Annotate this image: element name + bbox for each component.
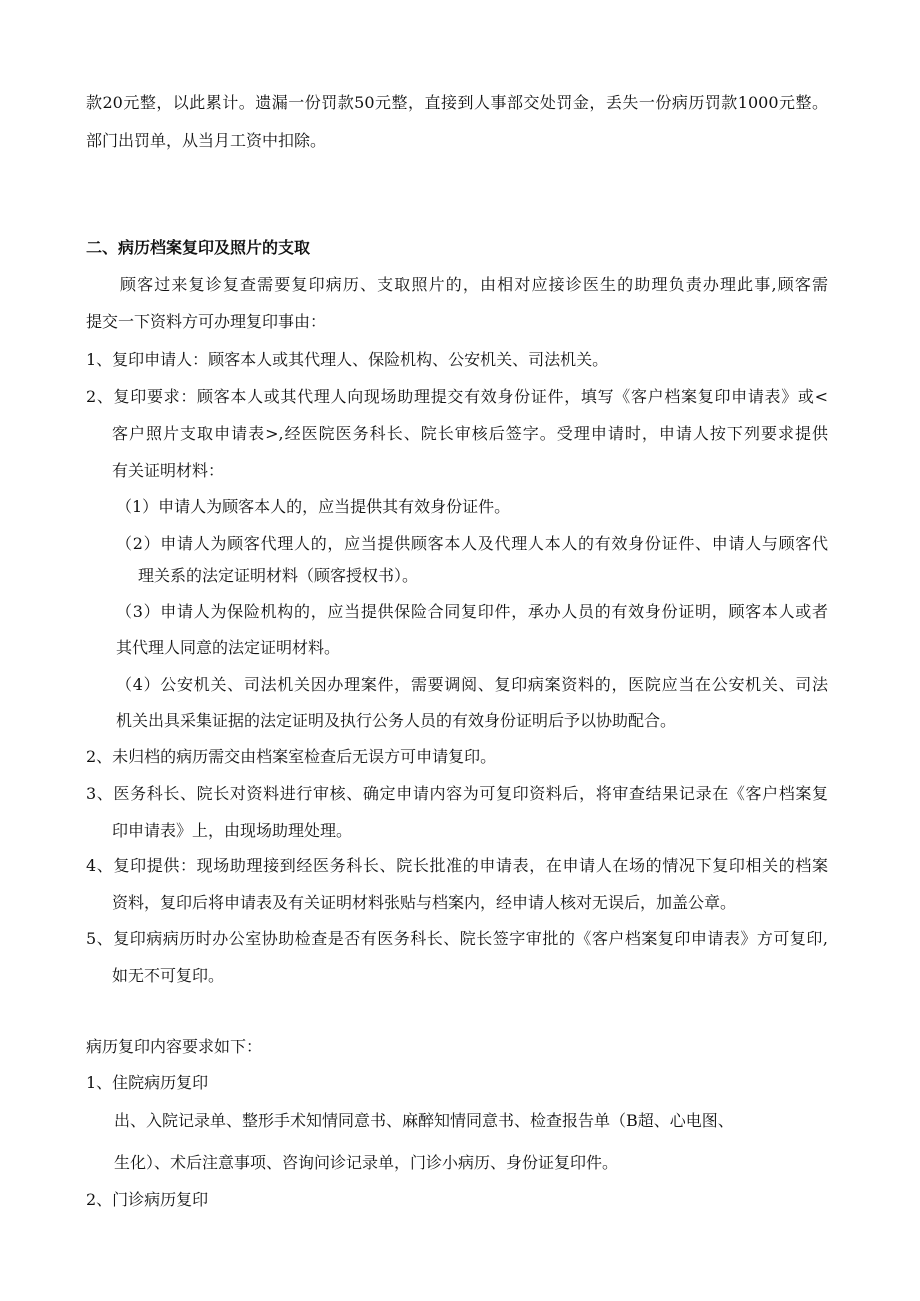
list-item: 2、门诊病历复印 xyxy=(86,1190,209,1209)
list-item-continuation: 资料，复印后将申请表及有关证明材料张贴与档案内，经申请人核对无误后，加盖公章。 xyxy=(112,893,737,912)
list-item: 4、复印提供：现场助理接到经医务科长、院长批准的申请表，在申请人在场的情况下复印相关的档案 xyxy=(86,856,828,875)
sub-list-item: （4）公安机关、司法机关因办理案件，需要调阅、复印病案资料的，医院应当在公安机关、司法 xyxy=(116,675,828,694)
sub-list-item-continuation: 机关出具采集证据的法定证明及执行公务人员的有效身份证明后予以协助配合。 xyxy=(116,711,677,730)
list-item-continuation: 客户照片支取申请表>,经医院医务科长、院长审核后签字。受理申请时，申请人按下列要求提供 xyxy=(112,424,828,443)
sub-list-item-continuation: 其代理人同意的法定证明材料。 xyxy=(116,638,341,657)
sub-list-item: （3）申请人为保险机构的，应当提供保险合同复印件，承办人员的有效身份证明，顾客本人或者 xyxy=(116,602,828,621)
list-item: 1、住院病历复印 xyxy=(86,1073,209,1092)
list-item: 2、未归档的病历需交由档案室检查后无误方可申请复印。 xyxy=(86,747,497,766)
section-heading: 二、病历档案复印及照片的支取 xyxy=(86,238,311,257)
list-item-continuation: 如无不可复印。 xyxy=(112,966,225,985)
sub-list-item: （2）申请人为顾客代理人的，应当提供顾客本人及代理人本人的有效身份证件、申请人与顾客代 xyxy=(116,534,828,553)
list-item: 2、复印要求：顾客本人或其代理人向现场助理提交有效身份证件，填写《客户档案复印申请表》或< xyxy=(86,387,828,406)
list-item: 1、复印申请人：顾客本人或其代理人、保险机构、公安机关、司法机关。 xyxy=(86,350,609,369)
sub-list-item-continuation: 理关系的法定证明材料（顾客授权书）。 xyxy=(138,566,419,585)
list-item: 3、医务科长、院长对资料进行审核、确定申请内容为可复印资料后，将审查结果记录在《客户档案复 xyxy=(86,784,828,803)
paragraph-line: 提交一下资料方可办理复印事由： xyxy=(86,312,327,331)
list-item-detail: 出、入院记录单、整形手术知情同意书、麻醉知情同意书、检查报告单（B超、心电图、 xyxy=(114,1111,734,1130)
list-item-continuation: 有关证明材料： xyxy=(112,461,225,480)
subsection-title: 病历复印内容要求如下： xyxy=(86,1037,263,1056)
sub-list-item: （1）申请人为顾客本人的，应当提供其有效身份证件。 xyxy=(116,497,511,516)
paragraph-line: 款20元整，以此累计。遗漏一份罚款50元整，直接到人事部交处罚金，丢失一份病历罚款1000元整。 xyxy=(86,93,828,112)
list-item-detail: 生化）、术后注意事项、咨询问诊记录单，门诊小病历、身份证复印件。 xyxy=(114,1153,619,1172)
paragraph-line: 顾客过来复诊复查需要复印病历、支取照片的，由相对应接诊医生的助理负责办理此事,顾客需 xyxy=(120,275,828,294)
list-item: 5、复印病病历时办公室协助检查是否有医务科长、院长签字审批的《客户档案复印申请表》方可复印, xyxy=(86,929,828,948)
paragraph-line: 部门出罚单，从当月工资中扣除。 xyxy=(86,131,327,150)
list-item-continuation: 印申请表》上，由现场助理处理。 xyxy=(112,821,353,840)
